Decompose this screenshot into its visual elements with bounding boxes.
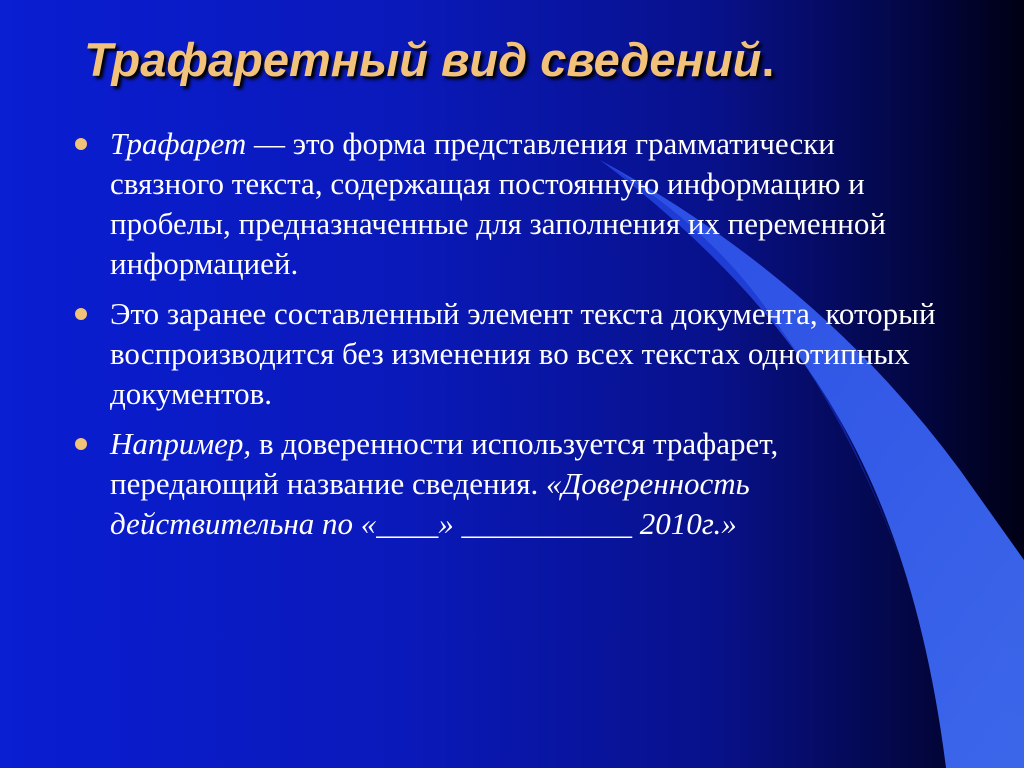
bullet-list bbox=[74, 124, 954, 554]
bullet-item-example bbox=[74, 424, 954, 544]
bullet-term: Трафарет bbox=[110, 126, 247, 161]
bullet-dot-icon bbox=[75, 308, 87, 320]
bullet-item-description bbox=[74, 294, 954, 414]
slide-title bbox=[84, 32, 774, 87]
bullet-example-quote: «Доверенность действительна по «____» ___________ 2010г.» bbox=[110, 466, 750, 541]
bullet-text: Это заранее составленный элемент текста документа, который воспроизводится без изменения во всех текстах однотипных документов. bbox=[110, 296, 936, 411]
bullet-item-definition bbox=[74, 124, 954, 284]
bullet-text: — это форма представления грамматически связного текста, содержащая постоянную информацию и пробелы, предназначенные для заполнения их переменной информацией. bbox=[110, 126, 886, 281]
slide-title-text: Трафаретный вид сведений bbox=[84, 33, 762, 86]
bullet-dot-icon bbox=[75, 138, 87, 150]
slide-title-period: . bbox=[761, 33, 775, 86]
bullet-example-lead: Например, bbox=[110, 426, 252, 461]
bullet-text: в доверенности используется трафарет, передающий название сведения. bbox=[110, 426, 779, 501]
bullet-dot-icon bbox=[75, 438, 87, 450]
